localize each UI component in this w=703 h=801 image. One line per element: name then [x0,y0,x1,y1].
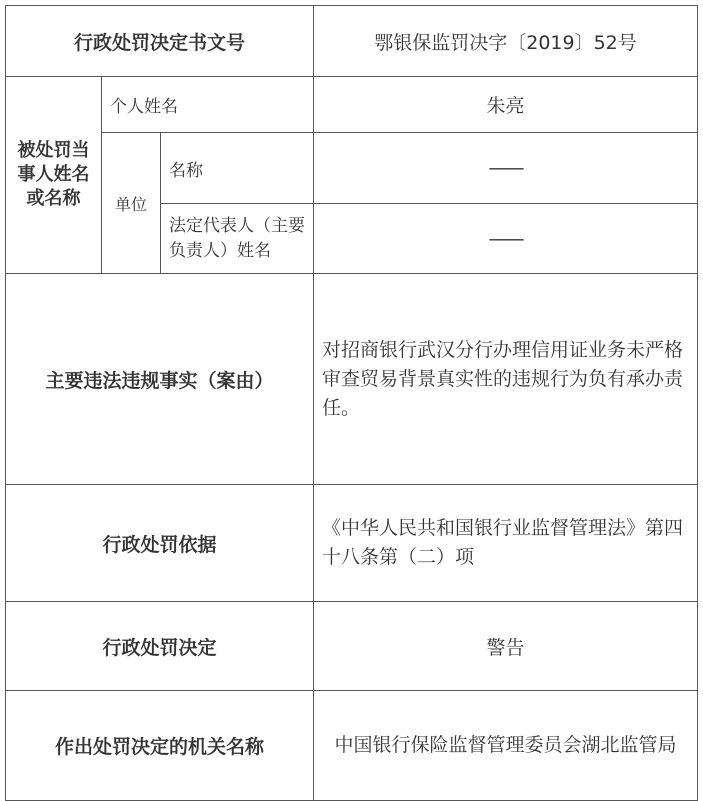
facts-value: 对招商银行武汉分行办理信用证业务未严格审查贸易背景真实性的违规行为负有承办责任。 [314,274,698,485]
authority-label: 作出处罚决定的机关名称 [6,691,314,801]
unit-name-label: 名称 [161,133,314,204]
authority-row [6,691,698,801]
doc-number-row [6,6,698,77]
basis-row [6,485,698,602]
legal-rep-label: 法定代表人（主要负责人）姓名 [161,204,314,274]
facts-label: 主要违法违规事实（案由） [6,274,314,485]
person-name-value: 朱亮 [314,77,698,133]
penalty-info-table [5,5,698,801]
decision-label: 行政处罚决定 [6,602,314,691]
legal-rep-value: —— [314,204,698,274]
person-row [6,77,698,133]
unit-name-row [6,133,698,204]
decision-value: 警告 [314,602,698,691]
facts-row [6,274,698,485]
authority-value: 中国银行保险监督管理委员会湖北监管局 [314,691,698,801]
person-name-label: 个人姓名 [102,77,314,133]
basis-value: 《中华人民共和国银行业监督管理法》第四十八条第（二）项 [314,485,698,602]
unit-label: 单位 [102,133,161,274]
decision-row [6,602,698,691]
doc-number-value: 鄂银保监罚决字〔2019〕52号 [314,6,698,77]
party-label: 被处罚当事人姓名或名称 [6,77,102,274]
doc-number-label: 行政处罚决定书文号 [6,6,314,77]
basis-label: 行政处罚依据 [6,485,314,602]
unit-name-value: —— [314,133,698,204]
